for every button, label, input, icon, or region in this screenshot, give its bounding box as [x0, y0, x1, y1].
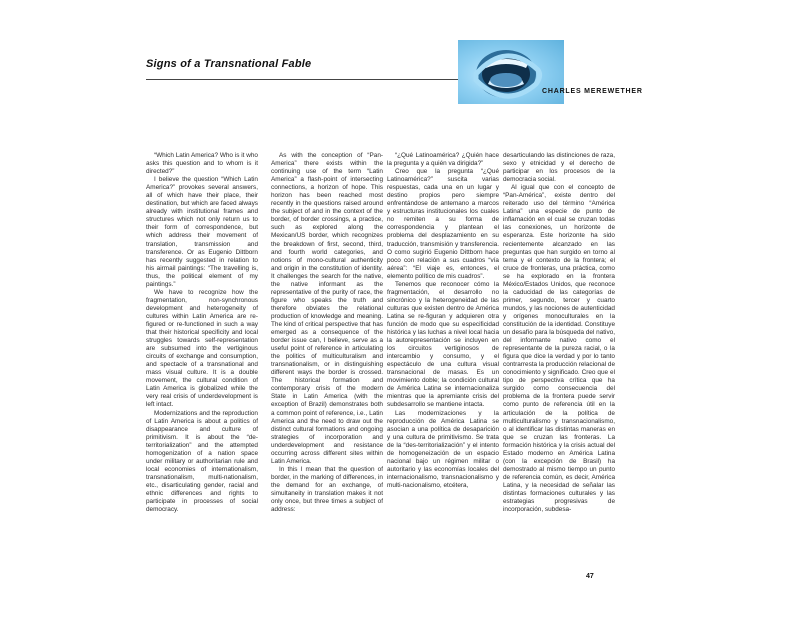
paragraph: Al igual que con el concepto de “Pan-América”, existe dentro del reiterado uso del término “América Latina” una especie de punto de inflamación en el cual se cruzan todas las conexiones, un horizonte de esperanza. Este horizonte ha sido recientemente alcanzado en las preguntas que han surgido en torno al tema y el contexto de la frontera; el cruce de fronteras, una práctica, como se ha explorado en la frontera México/Estados Unidos, que reconoce la caducidad de las categorías de primer, segundo, tercer y cuarto mundos, y las nociones de autenticidad y orígenes monoculturales en la constitución de la identidad. Constituye un desafío para la búsqueda del nativo, del informante nativo como el representante de la pureza racial, o la figura que dice la verdad y por lo tanto contrarresta la producción relacional de conocimiento y significado. Creo que el tipo de perspectiva crítica que ha surgido como consecuencia del problema de la frontera puede servir como punto de referencia útil en la articulación de la política de multiculturalismo y transnacionalismo, o al identificar las distintas maneras en que se cruzan las fronteras. La formación histórica y la crisis actual del Estado moderno en América Latina (con la excepción de Brasil) ha demostrado al mismo tiempo un punto de referencia común, es decir, América Latina, y la necesidad de señalar las distintas formaciones culturales y las estrategias progresivas de incorporación, subdesa-: [503, 184, 615, 514]
text-column-2: [271, 152, 383, 582]
paragraph: desarticulando las distinciones de raza, sexo y etnicidad y el derecho de participar en los procesos de la democracia social.: [503, 152, 615, 184]
paragraph: “Which Latin America? Who is it who asks this question and to whom is it directed?”: [146, 152, 258, 176]
paragraph: Modernizations and the reproduction of Latin America is about a politics of disappearance and culture of primitivism. It is about the “de-territorialization” and the attempted homogenization of a nation space under military or authoritarian rule and local economies of internationalism, transnationalism, multi-nationalism, etc., disarticulating gender, racial and ethnic differences and rights to participate in processes of social democracy.: [146, 409, 258, 514]
paragraph: As with the conception of “Pan-America” there exists within the continuing use of the term “Latin America” a flash-point of intersecting connections, a horizon of hope. This horizon has been reached most recently in the questions raised around the subject of and in the context of the border, of border crossings, a practice, such as explored along the Mexican/US border, which recognizes the breakdown of first, second, third, and fourth world categories, and notions of mono-cultural authenticity and origin in the constitution of identity. It challenges the search for the native, the native informant as the representative of the purity of race, the figure who speaks the truth and therefore obviates the relational production of knowledge and meaning. The kind of critical perspective that has emerged as a consequence of the border issue can, I believe, serve as a useful point of reference in articulating the politics of multiculturalism and transnationalism, or in distinguishing different ways the border is crossed. The historical formation and contemporary crisis of the modern State in Latin America (with the exception of Brazil) demonstrates both a common point of reference, i.e., Latin America and the need to draw out the distinct cultural formations and ongoing strategies of incorporation and underdevelopment and resistance occurring across different sites within Latin America.: [271, 152, 383, 465]
page-number: 47: [586, 573, 594, 580]
title-rule: [146, 79, 462, 80]
article-title: Signs of a Transnational Fable: [146, 58, 312, 70]
paragraph: Creo que la pregunta “¿Qué Latinoamérica?” suscita varias respuestas, cada una en un lugar y destino propios pero siempre enfrentándose de antemano a marcos y estructuras institucionales los cuales no remiten a su forma de correspondencia y plantean el problema del desplazamiento en su traducción, transmisión y transferencia. O como sugirió Eugenio Dittborn hace poco con relación a sus cuadros “vía aérea”: “El viaje es, entonces, el elemento político de mis cuadros”.: [387, 168, 499, 280]
paragraph: Tenemos que reconocer cómo la fragmentación, el desarrollo no sincrónico y la heterogeneidad de las culturas que existen dentro de América Latina se re-figuran y adquieren otra función de modo que su especificidad histórica y las luchas a nivel local hacia la autorepresentación se incluyen en los circuitos vertiginosos de intercambio y consumo, y el espectáculo de una cultura visual transnacional de masas. Es un movimiento doble; la condición cultural de América Latina se internacionaliza mientras que la apremiante crisis del subdesarrollo se mantiene intacta.: [387, 280, 499, 409]
paragraph: “¿Qué Latinoamérica? ¿Quién hace la pregunta y a quién va dirigida?”: [387, 152, 499, 168]
paragraph: In this I mean that the question of border, in the marking of differences, in the demand for an exchange, of simultaneity in translation makes it not only once, but three times a subject of address:: [271, 465, 383, 514]
paragraph: We have to recognize how the fragmentation, non-synchronous development and heterogeneity of cultures within Latin America are re-figured or re-functioned in such a way that their historical specificity and local struggles towards self-representation are subsumed into the vertiginous circuits of exchange and consumption, and spectacle of a transnational and mass visual culture. It is a double movement, the cultural condition of Latin America is globalized while the very real crisis of underdevelopment is left intact.: [146, 288, 258, 409]
text-column-1: [146, 152, 258, 582]
text-column-4: [503, 152, 615, 582]
paragraph: Las modernizaciones y la reproducción de América Latina se asocian a una política de desaparición y una cultura de primitivismo. Se trata de la “des-territorialización” y el intento de homogeneización de un espacio nacional bajo un régimen militar o autoritario y las economías locales del internacionalismo, transnacionalismo y multi-nacionalismo, etcétera,: [387, 409, 499, 489]
author-name: CHARLES MEREWETHER: [542, 88, 643, 95]
text-column-3: [387, 152, 499, 582]
paragraph: I believe the question “Which Latin America?” provokes several answers, all of which have their place, their destination, but which are faced always already with institutional frames and structures which not only return us to their form of correspondence, but which address their movement of translation, transmission and transference. Or as Eugenio Dittborn has recently suggested in relation to his airmail paintings: “The travelling is, thus, the political element of my paintings.”: [146, 176, 258, 288]
